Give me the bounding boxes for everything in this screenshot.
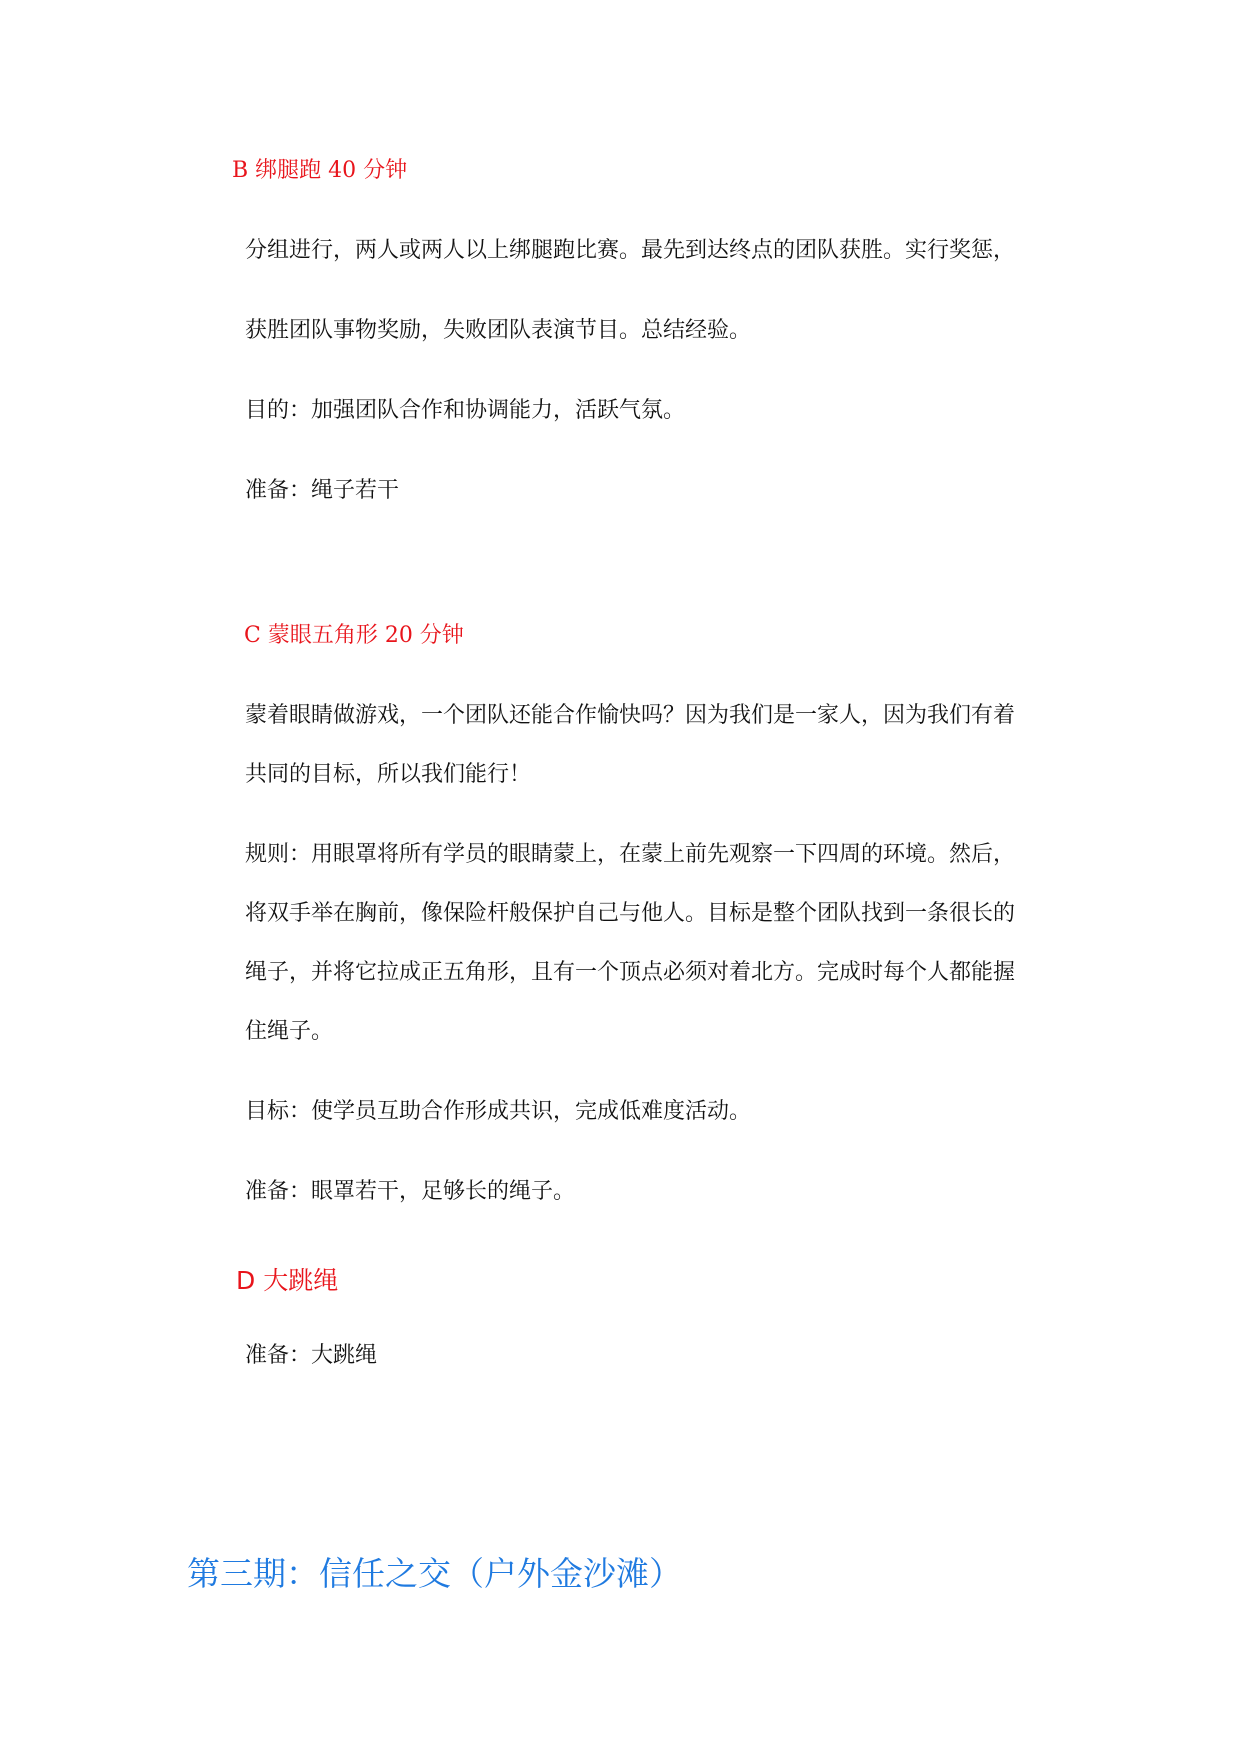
section-b-paragraph: 准备：绳子若干 bbox=[245, 478, 400, 503]
section-b-paragraph: 获胜团队事物奖励，失败团队表演节目。总结经验。 bbox=[245, 318, 752, 343]
section-c-paragraph: 目标：使学员互助合作形成共识，完成低难度活动。 bbox=[245, 1099, 752, 1124]
section-c-paragraph: 蒙着眼睛做游戏，一个团队还能合作愉快吗？因为我们是一家人，因为我们有着 bbox=[245, 703, 1016, 728]
section-c-paragraph: 将双手举在胸前，像保险杆般保护自己与他人。目标是整个团队找到一条很长的 bbox=[245, 901, 1016, 926]
section-c-paragraph: 准备：眼罩若干，足够长的绳子。 bbox=[245, 1179, 576, 1204]
section-b-heading: B 绑腿跑 40 分钟 bbox=[232, 158, 408, 183]
section-b-paragraph: 分组进行，两人或两人以上绑腿跑比赛。最先到达终点的团队获胜。实行奖惩， bbox=[245, 238, 1016, 263]
section-title: 第三期：信任之交（户外金沙滩） bbox=[187, 1554, 682, 1593]
section-c-paragraph: 住绳子。 bbox=[245, 1019, 334, 1044]
section-c-paragraph: 绳子，并将它拉成正五角形，且有一个顶点必须对着北方。完成时每个人都能握 bbox=[245, 960, 1016, 985]
section-c-paragraph: 共同的目标，所以我们能行！ bbox=[245, 762, 532, 787]
section-b-paragraph: 目的：加强团队合作和协调能力，活跃气氛。 bbox=[245, 398, 686, 423]
section-c-paragraph: 规则：用眼罩将所有学员的眼睛蒙上，在蒙上前先观察一下四周的环境。然后， bbox=[245, 842, 1016, 867]
section-d-heading: D 大跳绳 bbox=[236, 1266, 339, 1295]
section-d-paragraph: 准备：大跳绳 bbox=[245, 1343, 378, 1368]
section-c-heading: C 蒙眼五角形 20 分钟 bbox=[244, 623, 464, 648]
